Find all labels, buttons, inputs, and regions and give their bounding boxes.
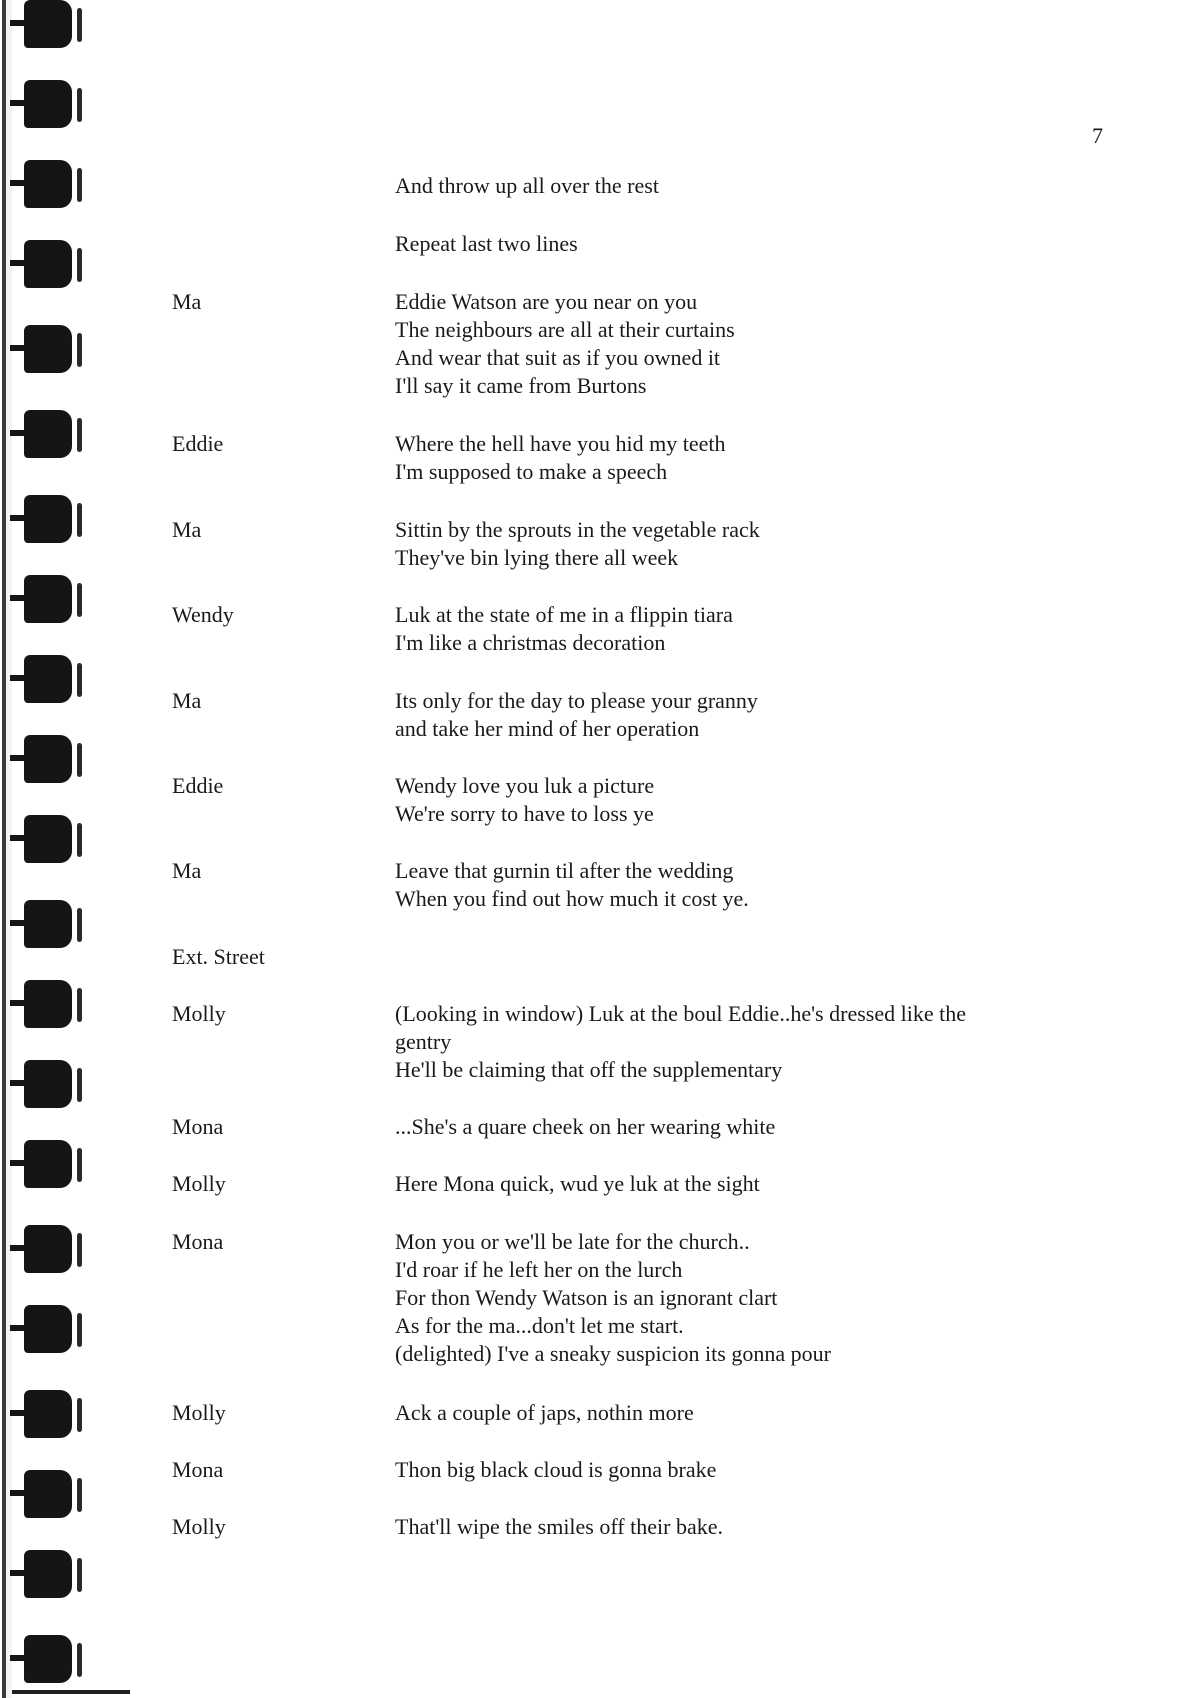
speaker-name: Ma bbox=[172, 289, 202, 314]
speaker-name: Eddie bbox=[172, 773, 224, 798]
dialogue-line: For thon Wendy Watson is an ignorant clart bbox=[395, 1285, 778, 1310]
speaker-name: Molly bbox=[172, 1514, 226, 1539]
dialogue-line: Here Mona quick, wud ye luk at the sight bbox=[395, 1171, 760, 1196]
speaker-name: Eddie bbox=[172, 431, 224, 456]
binding-spine bbox=[6, 0, 12, 1698]
dialogue-line: The neighbours are all at their curtains bbox=[395, 317, 735, 342]
speaker-name: Wendy bbox=[172, 602, 234, 627]
speaker-name: Mona bbox=[172, 1229, 224, 1254]
stage-direction: Repeat last two lines bbox=[395, 231, 578, 256]
dialogue-line: When you find out how much it cost ye. bbox=[395, 886, 749, 911]
dialogue-line: Luk at the state of me in a flippin tiara bbox=[395, 602, 733, 627]
speaker-name: Mona bbox=[172, 1457, 224, 1482]
dialogue-line: We're sorry to have to loss ye bbox=[395, 801, 654, 826]
dialogue-line: As for the ma...don't let me start. bbox=[395, 1313, 684, 1338]
dialogue-line: He'll be claiming that off the supplementary bbox=[395, 1057, 783, 1082]
binding-loop bbox=[24, 495, 72, 543]
dialogue-line: And wear that suit as if you owned it bbox=[395, 345, 721, 370]
speaker-name: Ma bbox=[172, 858, 202, 883]
binding-loop bbox=[24, 735, 72, 783]
binding-loop bbox=[24, 1060, 72, 1108]
binding-loop bbox=[24, 1635, 72, 1683]
dialogue-line: They've bin lying there all week bbox=[395, 545, 679, 570]
dialogue-line: Eddie Watson are you near on you bbox=[395, 289, 698, 314]
speaker-name: Molly bbox=[172, 1001, 226, 1026]
dialogue-line: I'm supposed to make a speech bbox=[395, 459, 668, 484]
dialogue-line: Thon big black cloud is gonna brake bbox=[395, 1457, 717, 1482]
speaker-name: Molly bbox=[172, 1400, 226, 1425]
dialogue-line: ...She's a quare cheek on her wearing white bbox=[395, 1114, 776, 1139]
dialogue-line: I'll say it came from Burtons bbox=[395, 373, 647, 398]
binding-loop bbox=[24, 980, 72, 1028]
binding-loop bbox=[24, 1305, 72, 1353]
page-number: 7 bbox=[1092, 123, 1103, 148]
dialogue-line: That'll wipe the smiles off their bake. bbox=[395, 1514, 723, 1539]
dialogue-line: I'm like a christmas decoration bbox=[395, 630, 666, 655]
binding-loop bbox=[24, 1390, 72, 1438]
binding-loop bbox=[24, 325, 72, 373]
scene-heading: Ext. Street bbox=[172, 944, 265, 969]
dialogue-line: gentry bbox=[395, 1029, 452, 1054]
binding-loop bbox=[24, 1470, 72, 1518]
binding-loop bbox=[24, 1140, 72, 1188]
binding-loop bbox=[24, 815, 72, 863]
binding-loop bbox=[24, 240, 72, 288]
dialogue-line: (delighted) I've a sneaky suspicion its gonna pour bbox=[395, 1341, 831, 1366]
speaker-name: Mona bbox=[172, 1114, 224, 1139]
binding-loop bbox=[24, 655, 72, 703]
binding-loop bbox=[24, 0, 72, 48]
binding-loop bbox=[24, 410, 72, 458]
dialogue-line: I'd roar if he left her on the lurch bbox=[395, 1257, 683, 1282]
binding-loop bbox=[24, 900, 72, 948]
binding-loop bbox=[24, 1225, 72, 1273]
speaker-name: Molly bbox=[172, 1171, 226, 1196]
dialogue-line: Ack a couple of japs, nothin more bbox=[395, 1400, 694, 1425]
binding-loop bbox=[24, 575, 72, 623]
dialogue-line: And throw up all over the rest bbox=[395, 173, 659, 198]
dialogue-line: Sittin by the sprouts in the vegetable rack bbox=[395, 517, 760, 542]
binding-loop bbox=[24, 80, 72, 128]
dialogue-line: (Looking in window) Luk at the boul Eddie..he's dressed like the bbox=[395, 1001, 966, 1026]
dialogue-line: Mon you or we'll be late for the church.. bbox=[395, 1229, 750, 1254]
speaker-name: Ma bbox=[172, 517, 202, 542]
binding-loop bbox=[24, 160, 72, 208]
dialogue-line: and take her mind of her operation bbox=[395, 716, 700, 741]
page-bottom-edge bbox=[12, 1690, 130, 1694]
speaker-name: Ma bbox=[172, 688, 202, 713]
dialogue-line: Where the hell have you hid my teeth bbox=[395, 431, 726, 456]
binding-loop bbox=[24, 1550, 72, 1598]
dialogue-line: Wendy love you luk a picture bbox=[395, 773, 655, 798]
dialogue-line: Leave that gurnin til after the wedding bbox=[395, 858, 734, 883]
dialogue-line: Its only for the day to please your granny bbox=[395, 688, 758, 713]
